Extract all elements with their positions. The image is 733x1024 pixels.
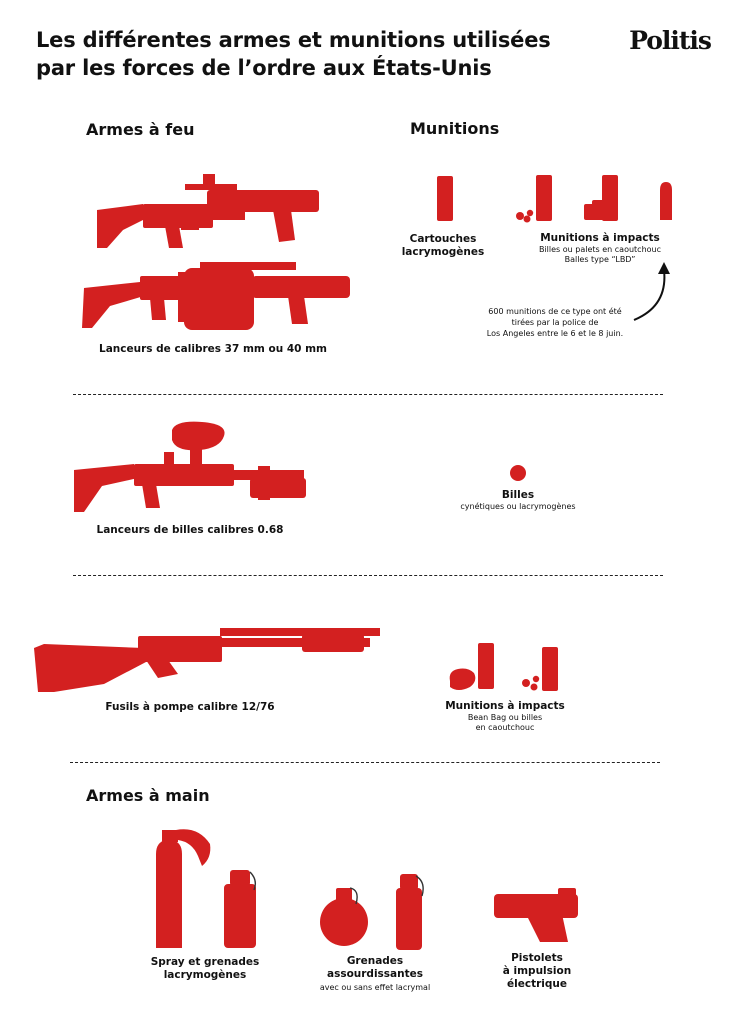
section-heading-munitions: Munitions <box>410 119 500 138</box>
stun-label-line-1: Grenades <box>346 955 404 967</box>
impact-munitions-illustration <box>514 174 680 224</box>
taser-label-line-3: électrique <box>507 978 567 990</box>
spray-label-line-2: lacrymogènes <box>163 969 247 981</box>
stun-grenades-illustration <box>320 870 430 950</box>
spray-label-line-1: Spray et grenades <box>150 956 260 968</box>
pepperball-launcher-label: Lanceurs de billes calibres 0.68 <box>96 524 284 536</box>
page-title <box>36 26 556 82</box>
bean-bag-illustration <box>446 641 562 693</box>
stun-grenade-sub: avec ou sans effet lacrymal <box>319 983 431 992</box>
section-divider-2 <box>73 575 663 576</box>
taser-label <box>472 952 602 991</box>
section-heading-handheld: Armes à main <box>86 786 210 805</box>
taser-label-line-2: à impulsion <box>502 965 572 977</box>
section-divider-1 <box>73 394 663 395</box>
cartridge-label-line-1: Cartouches <box>409 233 477 245</box>
note-line-1: 600 munitions de ce type ont été <box>488 307 622 316</box>
pepperball-label: Billes <box>501 489 535 501</box>
taser-label-line-1: Pistolets <box>511 952 563 964</box>
section-divider-3 <box>70 762 660 763</box>
bean-bag-sub-line-1: Bean Bag ou billes <box>467 713 543 722</box>
title-line-1: Les différentes armes et munitions utilisées <box>36 28 551 52</box>
pump-shotgun-illustration <box>34 622 384 694</box>
tear-gas-cartridge-label <box>386 233 500 259</box>
pepperball-sub: cynétiques ou lacrymogènes <box>460 502 576 511</box>
impact-munitions-sub-line-1: Billes ou palets en caoutchouc <box>538 245 662 254</box>
politis-logo: Politis <box>629 26 711 55</box>
impact-munitions-sub-line-2: Balles type “LBD” <box>564 255 636 264</box>
launcher-37mm-illustration <box>95 172 325 252</box>
bean-bag-sub <box>440 713 570 733</box>
launcher-multishot-illustration <box>80 262 352 340</box>
pump-shotgun-label: Fusils à pompe calibre 12/76 <box>105 701 275 713</box>
section-heading-firearms: Armes à feu <box>86 120 195 139</box>
note-line-2: tirées par la police de <box>511 318 599 327</box>
stun-label-line-2: assourdissantes <box>326 968 424 980</box>
tear-gas-cartridge-illustration <box>436 175 456 223</box>
note-line-3: Los Angeles entre le 6 et le 8 juin. <box>486 329 624 338</box>
title-line-2: par les forces de l’ordre aux États-Unis <box>36 56 492 80</box>
pepperball-illustration <box>508 463 528 483</box>
bean-bag-label: Munitions à impacts <box>445 700 565 712</box>
cartridge-label-line-2: lacrymogènes <box>401 246 485 258</box>
taser-illustration <box>492 884 582 944</box>
pepper-spray-and-gas-grenade-illustration <box>150 826 260 950</box>
pepperball-launcher-illustration <box>72 420 312 518</box>
stun-grenade-label <box>310 955 440 981</box>
lbd-usage-note <box>474 306 636 339</box>
bean-bag-sub-line-2: en caoutchouc <box>475 723 535 732</box>
impact-munitions-label: Munitions à impacts <box>540 232 660 244</box>
spray-label <box>140 956 270 982</box>
launcher-37-40-label: Lanceurs de calibres 37 mm ou 40 mm <box>99 343 327 355</box>
